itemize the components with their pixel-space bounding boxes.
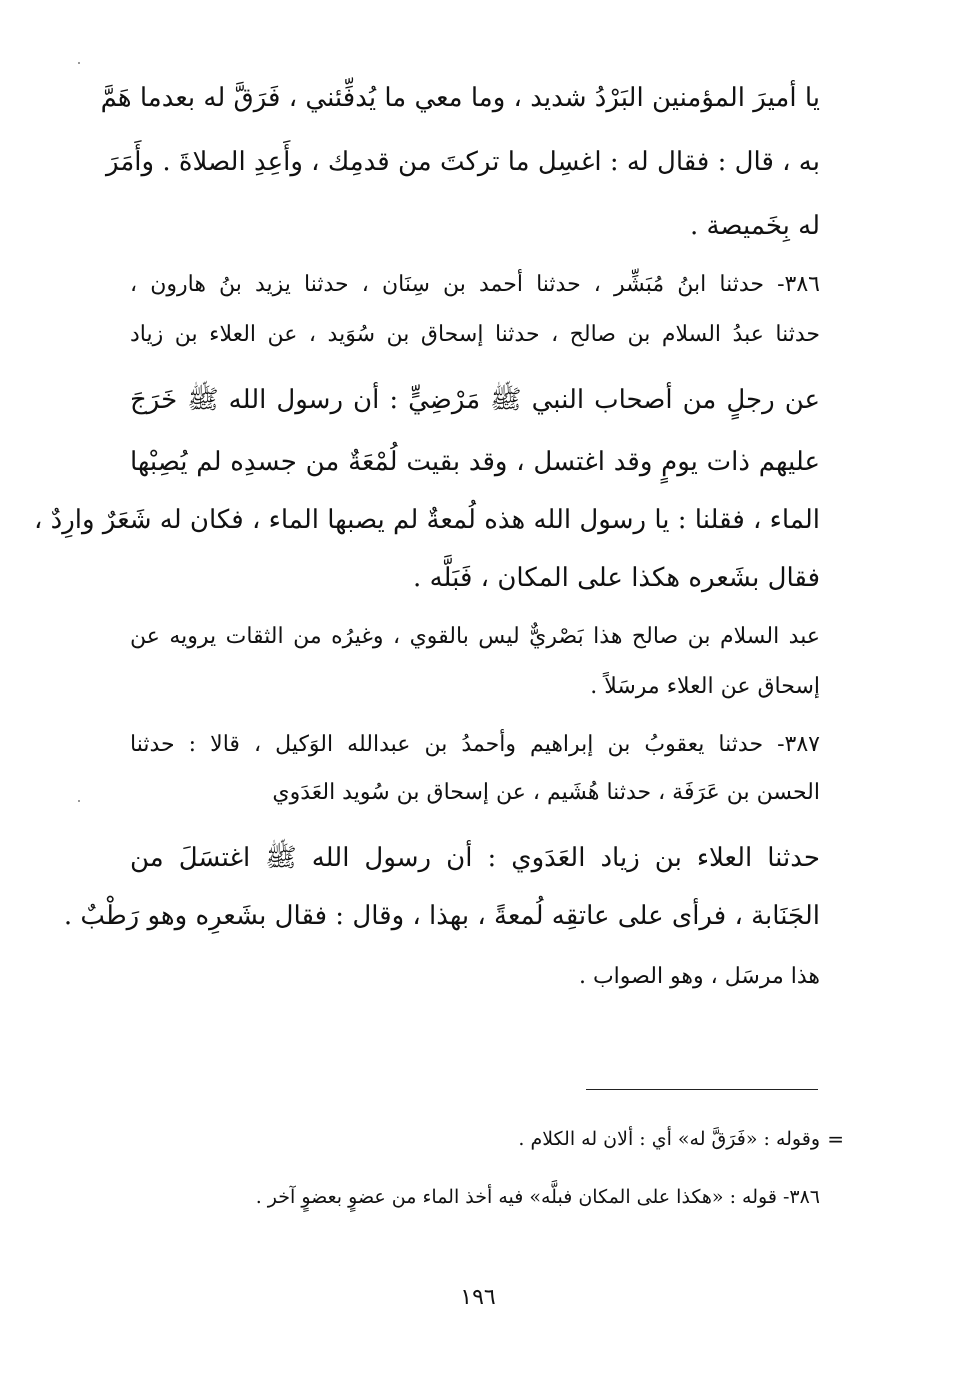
text-line: الجَنَابة ، فرأى على عاتقِه لُمعةً ، بهذا ، وقال : فقال بشَعرِه وهو رَطْبٌ . (63, 901, 820, 931)
continuation-marker: = (827, 1127, 844, 1151)
scan-speck (78, 62, 80, 64)
footnote-separator (586, 1089, 818, 1090)
text-line: به ، قال : فقال له : اغسِل ما تركتَ من قدمِك ، وأَعِدِ الصلاةَ . وأَمَرَ (106, 147, 820, 177)
text-line: الحسن بن عَرَفَة ، حدثنا هُشَيم ، عن إسحاق بن سُويد العَدَوي (272, 780, 820, 805)
text-line: هذا مرسَل ، وهو الصواب . (578, 964, 820, 989)
hadith-386-isnad: ٣٨٦- حدثنا ابنُ مُبَشِّر ، حدثنا أحمد بن سِنَان ، حدثنا يزيد بنُ هارون ، (130, 272, 820, 297)
scan-speck (78, 800, 80, 802)
text-line: له بِخَميصة . (689, 211, 820, 241)
hadith-387-matn: حدثنا العلاء بن زياد العَدَوي : أن رسول الله ﷺ اغتسَلَ من (130, 843, 820, 873)
text-line: الماء ، فقلنا : يا رسول الله هذه لُمعةٌ لم يصبها الماء ، فكان له شَعَرٌ وارِدٌ ، (34, 505, 820, 535)
text-line: إسحاق عن العلاء مرسَلاً . (590, 674, 820, 699)
footnote-1: وقوله : «فَرَقَّ له» أي : ألان له الكلام . (518, 1128, 820, 1150)
text-line: فقال بشَعره هكذا على المكان ، فَبَلَّه . (413, 563, 820, 593)
page-number: ١٩٦ (460, 1285, 496, 1310)
text-line: يا أميرَ المؤمنين البَرْدُ شديد ، وما معي ما يُدفِّئني ، فَرَقَّ له بعدما هَمَّ (100, 83, 820, 113)
text-line: عليهم ذات يومٍ وقد اغتسل ، وقد بقيت لُمْعَةٌ من جسدِه لم يُصِبْها (130, 447, 820, 477)
hadith-387-isnad: ٣٨٧- حدثنا يعقوبُ بن إبراهيم وأحمدُ بن عبدالله الوَكيل ، قالا : حدثنا (130, 732, 820, 757)
hadith-386-matn: عن رجلٍ من أصحاب النبي ﷺ مَرْضِيٍّ : أن رسول الله ﷺ خَرَجَ (130, 385, 820, 415)
footnote-2: ٣٨٦- قوله : «هكذا على المكان فبلَّه» فيه أخذ الماء من عضوٍ بعضوٍ آخر . (255, 1186, 820, 1208)
text-line: حدثنا عبدُ السلام بن صالح ، حدثنا إسحاق بن سُوَيد ، عن العلاء بن زياد (130, 322, 820, 347)
commentary-line: عبد السلام بن صالح هذا بَصْريٌّ ليس بالقوي ، وغيرُه من الثقات يرويه عن (130, 624, 820, 649)
